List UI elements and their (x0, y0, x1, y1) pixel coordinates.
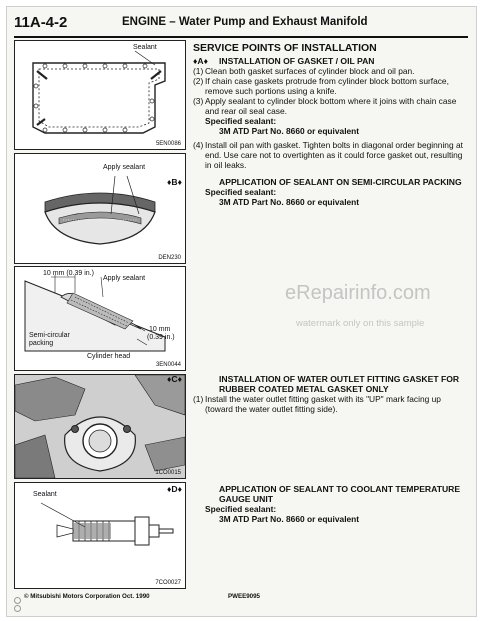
spec-value: 3M ATD Part No. 8660 or equivalent (219, 514, 360, 524)
figure-temperature-gauge-unit (14, 482, 186, 589)
page-hole-marker (14, 597, 21, 604)
figure-oil-pan-gasket (14, 40, 186, 150)
list-item: (1) Clean both gasket surfaces of cylinder block and oil pan. (193, 66, 415, 76)
section-a-marker: ♦A♦ (193, 56, 208, 66)
list-item: (3) Apply sealant to cylinder block bottom where it joins with chain case and rear oil seal case. (193, 96, 457, 116)
watermark-site: eRepairinfo.com (285, 282, 431, 304)
section-b (167, 177, 468, 207)
section-title: ENGINE – Water Pump and Exhaust Manifold (122, 16, 368, 28)
figure-semi-circular-packing (14, 153, 186, 264)
figure-code: 3EN0044 (155, 362, 181, 368)
watermark-note: watermark only on this sample (296, 318, 425, 329)
main-title: SERVICE POINTS OF INSTALLATION (193, 42, 377, 54)
section-d (167, 484, 468, 524)
section-b-heading (167, 177, 468, 187)
section-b-title: APPLICATION OF SEALANT ON SEMI-CIRCULAR PACKING (219, 177, 462, 187)
section-a (193, 56, 468, 170)
temperature-gauge-unit-drawing (15, 483, 185, 588)
page-hole-marker (14, 605, 21, 612)
figure-label: 10 mm (149, 326, 171, 333)
footer-code: PWEE9095 (228, 593, 260, 600)
figure-cylinder-head (14, 266, 186, 371)
section-a-heading (193, 56, 468, 66)
spec-value: 3M ATD Part No. 8660 or equivalent (219, 126, 360, 136)
figure-code: 7CO0027 (155, 580, 181, 586)
section-b-marker: ♦B♦ (167, 177, 182, 187)
section-c-marker: ♦C♦ (167, 374, 182, 384)
page-number: 11A-4-2 (14, 14, 68, 31)
figure-label: Sealant (133, 44, 157, 51)
section-d-title: APPLICATION OF SEALANT TO COOLANT TEMPERATURE GAUGE UNIT (219, 484, 461, 504)
water-outlet-fitting-drawing (15, 375, 185, 478)
section-d-heading (167, 484, 468, 504)
section-c (167, 374, 468, 414)
semi-circular-packing-drawing (15, 154, 185, 263)
figure-label: Cylinder head (87, 353, 131, 360)
list-item: (1) Install the water outlet fitting gasket with its "UP" mark facing up (toward the water outlet fitting side). (193, 394, 441, 414)
figure-label: Semi-circular packing (29, 332, 70, 347)
figure-label: Sealant (33, 491, 57, 498)
figure-label: (0.39 in.) (147, 334, 175, 341)
figure-code: DEN230 (158, 255, 181, 261)
footer-copyright: © Mitsubishi Motors Corporation Oct. 1990 (24, 593, 150, 600)
figure-label: Apply sealant (103, 164, 146, 171)
list-item: (4) Install oil pan with gasket. Tighten bolts in diagonal order beginning at end. Use care not to overtighten as it could force gasket out, resulting in oil leaks. (193, 140, 463, 170)
list-item: (2) If chain case gaskets protrude from cylinder block bottom surface, remove such portions using a knife. (193, 76, 449, 96)
figure-code: 5EN0086 (155, 141, 181, 147)
figure-water-outlet-fitting (14, 374, 186, 479)
figure-code: 1CO0015 (155, 470, 181, 476)
section-c-title: INSTALLATION OF WATER OUTLET FITTING GASKET FOR RUBBER COATED METAL GASKET ONLY (219, 374, 460, 394)
spec-label: Specified sealant: (205, 116, 277, 126)
spec-value: 3M ATD Part No. 8660 or equivalent (219, 197, 360, 207)
figure-label: 10 mm (0.39 in.) (43, 270, 94, 277)
section-c-heading (167, 374, 468, 394)
spec-label: Specified sealant: (205, 504, 277, 514)
page-header (14, 14, 468, 38)
oil-pan-gasket-drawing (15, 41, 185, 149)
spec-label: Specified sealant: (205, 187, 277, 197)
section-a-title: INSTALLATION OF GASKET / OIL PAN (219, 56, 375, 66)
section-d-marker: ♦D♦ (167, 484, 182, 494)
figure-label: Apply sealant (103, 275, 146, 282)
